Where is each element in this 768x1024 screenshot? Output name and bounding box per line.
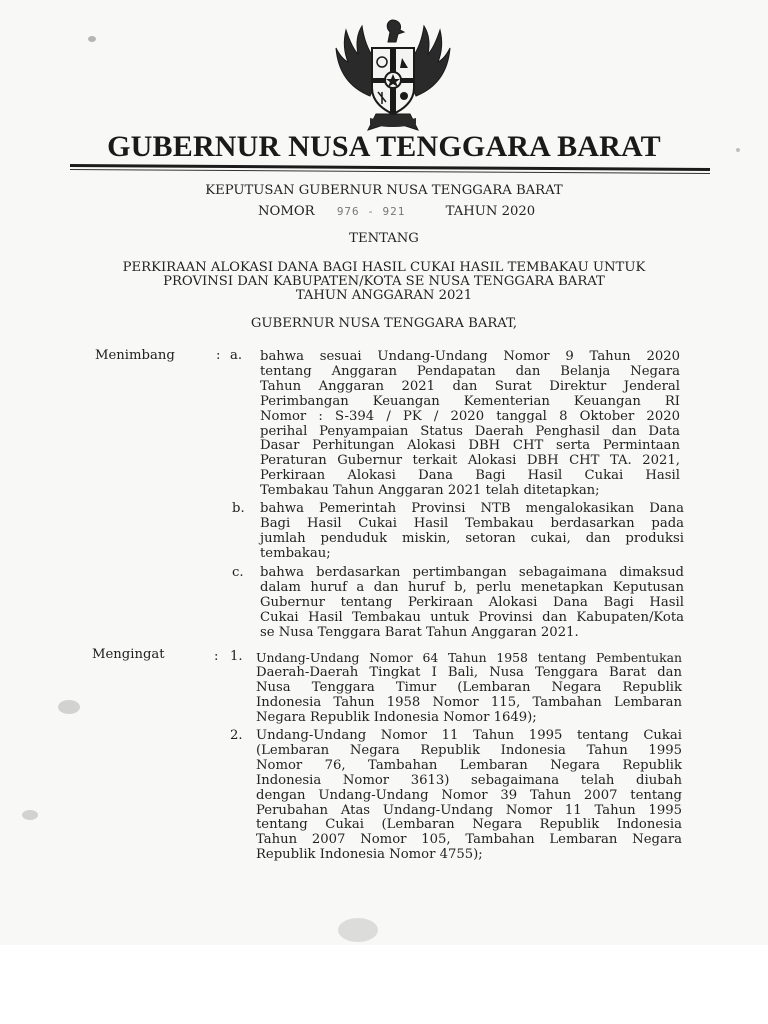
text-line: Tahun Anggaran 2021 dan Surat Direktur Jenderal: [260, 378, 680, 394]
garuda-emblem-icon: [330, 18, 456, 136]
decree-year: TAHUN 2020: [445, 204, 536, 219]
text-line: Republik Indonesia Nomor 4755);: [256, 847, 483, 863]
text-line: Nusa Tenggara Timur (Lembaran Negara Republik: [256, 679, 682, 695]
text-line: Perkiraan Alokasi Dana Bagi Hasil Cukai Hasil: [260, 468, 680, 484]
nomor-value: 976 - 921: [336, 205, 406, 218]
subject-line-1: PERKIRAAN ALOKASI DANA BAGI HASIL CUKAI HASIL TEMBAKAU UNTUK: [122, 260, 646, 275]
text-line: Indonesia Tahun 1958 Nomor 115, Tambahan Lembaran: [256, 694, 682, 710]
menimbang-item-a: [260, 350, 680, 499]
text-line: Dasar Perhitungan Alokasi DBH CHT serta Permintaan: [260, 438, 680, 454]
scan-speck: [736, 148, 740, 152]
scan-smudge: [22, 810, 38, 820]
text-line: perihal Penyampaian Status Daerah Penghasil dan Data: [260, 423, 680, 439]
text-line: Indonesia Nomor 3613) sebagaimana telah diubah: [256, 772, 682, 788]
mengingat-colon: :: [214, 649, 219, 664]
text-line: Nomor 76, Tambahan Lembaran Negara Republik: [256, 757, 682, 773]
text-line: tentang Cukai (Lembaran Negara Republik Indonesia: [256, 817, 682, 833]
scan-smudge: [338, 918, 378, 942]
text-line: bahwa berdasarkan pertimbangan sebagaimana dimaksud: [260, 565, 684, 580]
menimbang-item-b: [260, 502, 684, 562]
text-line: (Lembaran Negara Republik Indonesia Tahun 1995: [256, 742, 682, 758]
text-line: Daerah-Daerah Tingkat I Bali, Nusa Tenggara Barat dan: [256, 664, 682, 680]
text-line: Bagi Hasil Cukai Hasil Tembakau berdasarkan pada: [260, 515, 684, 531]
text-line: Peraturan Gubernur terkait Alokasi DBH CHT TA. 2021,: [260, 453, 680, 469]
mengingat-marker-1: 1.: [230, 649, 243, 664]
mengingat-marker-2: 2.: [230, 728, 243, 743]
menimbang-label: Menimbang: [95, 348, 175, 363]
scan-speck: [88, 36, 96, 42]
issuer-header-title: GUBERNUR NUSA TENGGARA BARAT: [107, 130, 661, 163]
menimbang-item-c: [260, 566, 684, 641]
subject-line-3: TAHUN ANGGARAN 2021: [295, 288, 473, 303]
text-line: Tembakau Tahun Anggaran 2021 telah ditetapkan;: [260, 483, 600, 499]
text-line: Perubahan Atas Undang-Undang Nomor 11 Tahun 1995: [256, 802, 682, 818]
text-line: Undang-Undang Nomor 11 Tahun 1995 tentang Cukai: [256, 728, 682, 743]
subject-line-2: PROVINSI DAN KABUPATEN/KOTA SE NUSA TENGGARA BARAT: [163, 274, 605, 289]
text-line: Negara Republik Indonesia Nomor 1649);: [256, 709, 537, 725]
text-line: Gubernur tentang Perkiraan Alokasi Dana Bagi Hasil: [260, 594, 684, 610]
tentang-heading: TENTANG: [349, 231, 419, 246]
text-line: Undang-Undang Nomor 64 Tahun 1958 tentang Pembentukan: [256, 650, 682, 665]
scan-smudge: [58, 700, 80, 714]
decree-title: KEPUTUSAN GUBERNUR NUSA TENGGARA BARAT: [205, 183, 563, 198]
mengingat-item-1: [256, 651, 682, 726]
text-line: dengan Undang-Undang Nomor 39 Tahun 2007 tentang: [256, 787, 682, 803]
menimbang-marker-c: c.: [232, 565, 244, 580]
nomor-label: NOMOR: [258, 204, 315, 219]
text-line: Perimbangan Keuangan Kementerian Keuangan RI: [260, 393, 680, 409]
mengingat-label: Mengingat: [92, 647, 165, 662]
text-line: Tahun 2007 Nomor 105, Tambahan Lembaran Negara: [256, 832, 682, 848]
menimbang-colon: :: [216, 348, 221, 363]
text-line: tentang Anggaran Pendapatan dan Belanja Negara: [260, 363, 680, 379]
decree-number-row: [258, 204, 558, 219]
text-line: tembakau;: [260, 545, 331, 561]
text-line: bahwa sesuai Undang-Undang Nomor 9 Tahun 2020: [260, 349, 680, 364]
text-line: bahwa Pemerintah Provinsi NTB mengalokasikan Dana: [260, 501, 684, 516]
issuer-line: GUBERNUR NUSA TENGGARA BARAT,: [250, 316, 518, 331]
menimbang-marker-a: a.: [230, 348, 243, 363]
text-line: Nomor : S-394 / PK / 2020 tanggal 8 Oktober 2020: [260, 408, 680, 424]
mengingat-item-2: [256, 729, 682, 863]
text-line: dalam huruf a dan huruf b, perlu menetapkan Keputusan: [260, 579, 684, 595]
text-line: se Nusa Tenggara Barat Tahun Anggaran 2021.: [260, 624, 579, 640]
text-line: jumlah penduduk miskin, setoran cukai, dan produksi: [260, 530, 684, 546]
text-line: Cukai Hasil Tembakau untuk Provinsi dan Kabupaten/Kota: [260, 609, 684, 625]
menimbang-marker-b: b.: [232, 501, 245, 516]
